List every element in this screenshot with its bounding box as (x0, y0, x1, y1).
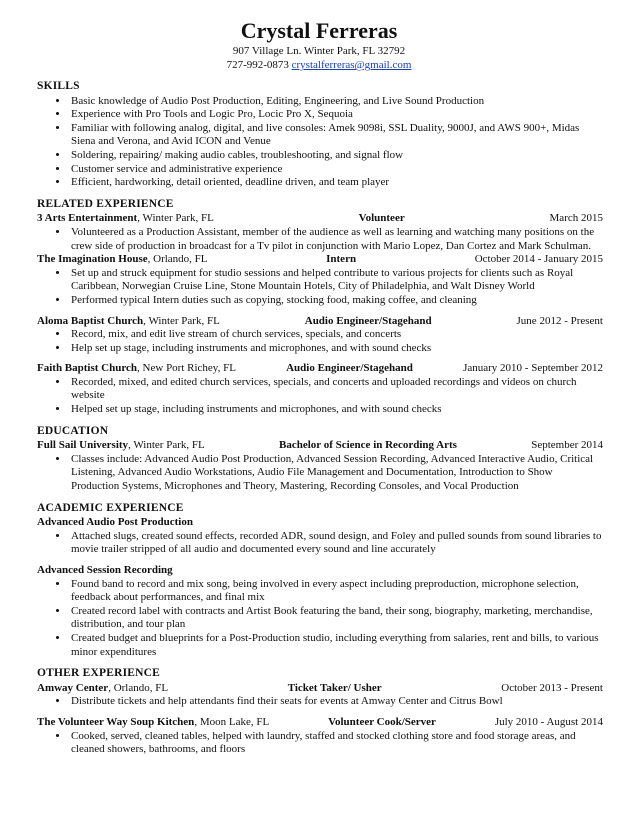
section-title-related: RELATED EXPERIENCE (37, 197, 174, 210)
job-header (37, 315, 603, 329)
job-bullets (37, 226, 603, 253)
job-role: Volunteer (358, 212, 405, 225)
academic-bullets (37, 578, 603, 660)
list-item: • Experience with Pro Tools and Logic Pro, Locic Pro X, Sequoia (69, 108, 603, 122)
job-header (37, 682, 603, 696)
job-date: October 2014 - January 2015 (474, 253, 603, 266)
section-title-academic: ACADEMIC EXPERIENCE (37, 501, 184, 514)
job-role: Intern (326, 253, 357, 266)
job-org: The Volunteer Way Soup Kitchen, Moon Lake, FL (37, 715, 270, 728)
candidate-name: Crystal Ferreras (240, 18, 398, 43)
contact-line (0, 58, 638, 72)
job-bullets (37, 695, 603, 709)
list-item: • Recorded, mixed, and edited church services, specials, and concerts and uploaded recordings and videos on church website (69, 376, 603, 403)
job-date: July 2010 - August 2014 (494, 715, 603, 728)
job-header (37, 362, 603, 376)
job-date: March 2015 (549, 212, 603, 225)
job-date: October 2013 - Present (501, 681, 603, 694)
school: Full Sail University, Winter Park, FL (37, 439, 205, 452)
list-item: • Record, mix, and edit live stream of church services, specials, and concerts (69, 328, 603, 342)
section-title-skills: SKILLS (37, 80, 80, 92)
job-date: June 2012 - Present (516, 314, 603, 327)
job-org: 3 Arts Entertainment, Winter Park, FL (37, 212, 214, 225)
job-org: Amway Center, Orlando, FL (37, 681, 169, 694)
list-item: • Helped set up stage, including instruments and microphones, and with sound checks (69, 403, 603, 417)
resume-body (37, 80, 603, 757)
list-item: • Set up and struck equipment for studio sessions and helped contribute to various projects for clients such as Royal Caribbean, Norwegian Cruise Line, Stone Mountain Hotels, City of Philadelphia, and Walt Disney World (69, 267, 603, 294)
job-bullets (37, 328, 603, 355)
job-org: Faith Baptist Church, New Port Richey, FL (37, 362, 236, 375)
degree: Bachelor of Science in Recording Arts (279, 439, 457, 452)
address: 907 Village Ln. Winter Park, FL 32792 (232, 45, 406, 57)
job-bullets (37, 730, 603, 757)
section-title-education: EDUCATION (37, 424, 109, 437)
job-role: Audio Engineer/Stagehand (304, 314, 432, 327)
academic-bullets (37, 530, 603, 557)
list-item: • Attached slugs, created sound effects, recorded ADR, sound design, and Foley and pulled sounds from sound libraries to movie trailer stripped of all audio and documented every sound and line accurately (69, 530, 603, 557)
job-role: Ticket Taker/ Usher (287, 681, 382, 694)
list-item: • Familiar with following analog, digital, and live consoles: Amek 9098i, SSL Duality, 9000J, and AWS 900+, Midas Siena and Verona, and Avid ICON and Venue (69, 122, 603, 149)
academic-heading: Advanced Session Recording (37, 564, 173, 576)
list-item: • Soldering, repairing/ making audio cables, troubleshooting, and signal flow (69, 149, 603, 163)
job-bullets (37, 376, 603, 417)
list-item: • Efficient, hardworking, detail oriented, deadline driven, and team player (69, 176, 603, 190)
list-item: • Performed typical Intern duties such as copying, stocking food, making coffee, and cleaning (69, 294, 603, 308)
job-header (37, 212, 603, 226)
email-link[interactable]: crystalferreras@gmail.com (291, 59, 412, 71)
list-item: • Customer service and administrative experience (69, 163, 603, 177)
job-role: Audio Engineer/Stagehand (286, 362, 413, 375)
list-item: • Created budget and blueprints for a Post-Production studio, including everything from salaries, rent and bills, to various minor expenditures (69, 632, 603, 659)
list-item: • Basic knowledge of Audio Post Production, Editing, Engineering, and Live Sound Production (69, 95, 603, 109)
job-date: January 2010 - September 2012 (463, 362, 603, 375)
education-header (37, 439, 603, 453)
job-header (37, 716, 603, 730)
list-item: • Created record label with contracts and Artist Book featuring the band, their song, biography, marketing, merchandise, distribution, and tour plan (69, 605, 603, 632)
academic-heading: Advanced Audio Post Production (37, 516, 193, 529)
education-bullets (37, 453, 603, 494)
list-item: • Cooked, served, cleaned tables, helped with laundry, staffed and stocked clothing store and food storage areas, and cleaned showers, bathrooms, and floors (69, 730, 603, 757)
list-item: • Classes include: Advanced Audio Post Production, Advanced Session Recording, Advanced Interactive Audio, Critical Listening, Advanced Audio Workstations, Audio File Management and Documentation, Introduction to Show Production Systems, Microphones and Theory, Mastering, Recording Consoles, and Vocal Production (69, 453, 603, 494)
skills-list (37, 95, 603, 190)
list-item: • Help set up stage, including instruments and microphones, and with sound checks (69, 342, 603, 356)
list-item: • Distribute tickets and help attendants find their seats for events at Amway Center and Citrus Bowl (69, 695, 603, 709)
job-header (37, 253, 603, 267)
job-role: Volunteer Cook/Server (328, 715, 436, 728)
graduation-date: September 2014 (531, 439, 603, 452)
list-item: • Found band to record and mix song, being involved in every aspect including preproduction, microphone selection, feedback about performances, and final mix (69, 578, 603, 605)
phone: 727-992-0873 (226, 59, 289, 71)
list-item: • Volunteered as a Production Assistant, member of the audience as well as learning and watching many positions on the crew side of production in broadcast for a Tv pilot in conjunction with Mario Lopez, Dan Cortez and Mark Schulman. (69, 226, 603, 253)
job-org: Aloma Baptist Church, Winter Park, FL (37, 314, 220, 327)
job-bullets (37, 267, 603, 308)
job-org: The Imagination House, Orlando, FL (37, 253, 208, 266)
section-title-other: OTHER EXPERIENCE (37, 667, 161, 680)
